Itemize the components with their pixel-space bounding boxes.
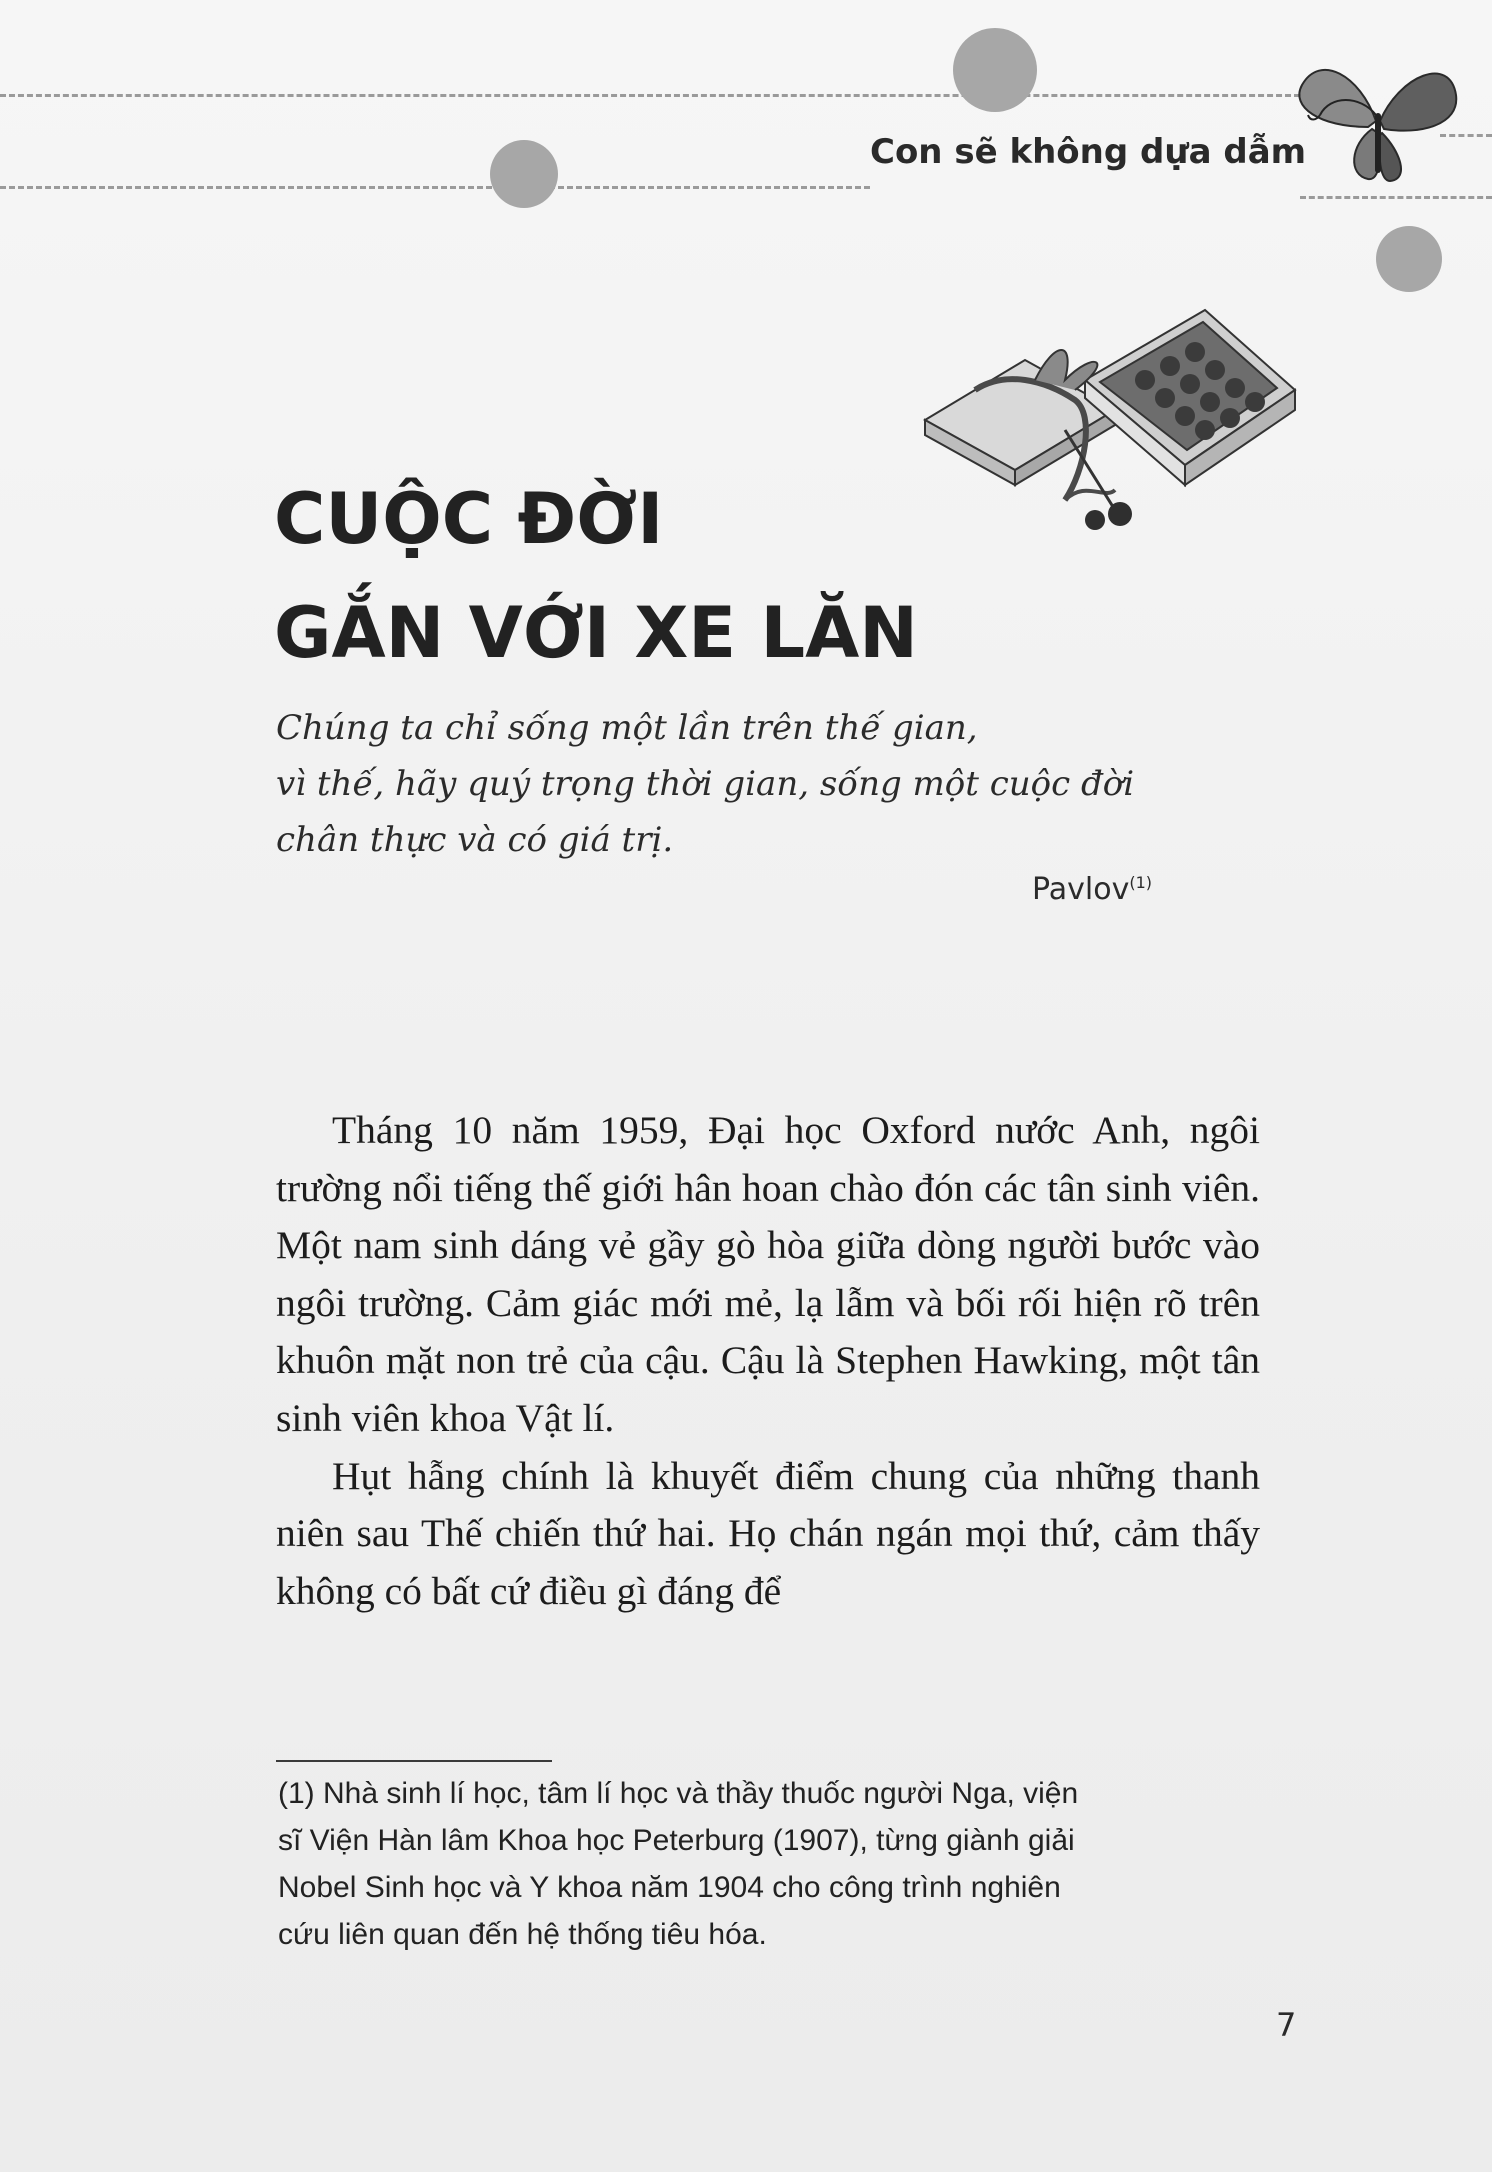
footnote-line: (1) Nhà sinh lí học, tâm lí học và thầy thuốc người Nga, viện <box>278 1777 1079 1810</box>
header-dashed-line-bottom-right <box>1300 196 1492 199</box>
footnote-line: cứu liên quan đến hệ thống tiêu hóa. <box>278 1918 767 1951</box>
footnote-reference-mark: (1) <box>1129 873 1152 892</box>
footnote-line: sĩ Viện Hàn lâm Khoa học Peterburg (1907), từng giành giải <box>278 1824 1075 1857</box>
header-dashed-line-top <box>0 94 1300 97</box>
body-paragraph: Hụt hẫng chính là khuyết điểm chung của những thanh niên sau Thế chiến thứ hai. Họ chán ngán mọi thứ, cảm thấy không có bất cứ điều gì đáng để <box>276 1453 1260 1613</box>
footnote <box>278 1770 1278 1958</box>
body-paragraph: Tháng 10 năm 1959, Đại học Oxford nước Anh, ngôi trường nổi tiếng thế giới hân hoan chào đón các tân sinh viên. Một nam sinh dáng vẻ gầy gò hòa giữa dòng người bước vào ngôi trường. Cảm giác mới mẻ, lạ lẫm và bối rối hiện rõ trên khuôn mặt non trẻ của cậu. Cậu là Stephen Hawking, một tân sinh viên khoa Vật lí. <box>276 1108 1260 1440</box>
footnote-line: Nobel Sinh học và Y khoa năm 1904 cho công trình nghiên <box>278 1871 1061 1904</box>
footnote-divider <box>276 1760 552 1762</box>
epigraph-line: Chúng ta chỉ sống một lần trên thế gian, <box>276 708 978 748</box>
butterfly-icon <box>1290 55 1460 190</box>
epigraph-line: chân thực và có giá trị. <box>276 820 674 860</box>
epigraph-author-name: Pavlov <box>1032 872 1130 907</box>
epigraph <box>276 700 1176 868</box>
decorative-dot-2 <box>490 140 558 208</box>
chapter-title <box>274 462 918 690</box>
epigraph-author <box>1032 872 1152 907</box>
decorative-dot-1 <box>953 28 1037 112</box>
running-head: Con sẽ không dựa dẫm <box>870 132 1307 172</box>
decorative-dot-3 <box>1376 226 1442 292</box>
gift-box-illustration <box>915 270 1315 530</box>
body-text <box>276 1102 1260 1620</box>
chapter-title-line-1: CUỘC ĐỜI <box>274 478 664 560</box>
page-number: 7 <box>1276 2006 1297 2044</box>
header-dashed-line-bottom <box>0 186 870 189</box>
epigraph-line: vì thế, hãy quý trọng thời gian, sống một cuộc đời <box>276 764 1135 804</box>
chapter-title-line-2: GẮN VỚI XE LĂN <box>274 592 918 674</box>
